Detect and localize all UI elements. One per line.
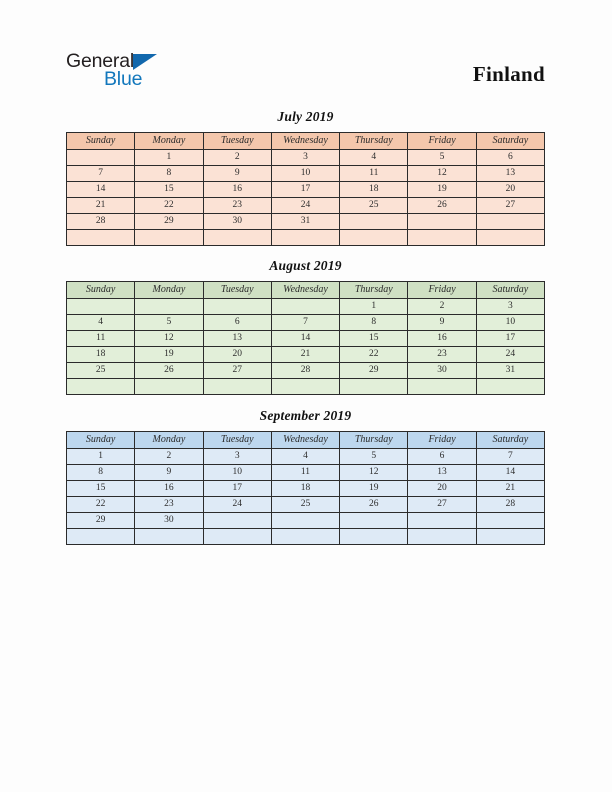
month-section-september [66,409,545,545]
day-cell[interactable]: 14 [476,464,544,480]
day-cell[interactable]: 28 [271,362,339,378]
day-cell[interactable]: 1 [135,149,203,165]
day-cell[interactable]: 22 [67,496,135,512]
day-cell[interactable]: 7 [67,165,135,181]
day-cell[interactable] [408,512,476,528]
day-cell[interactable] [203,512,271,528]
calendar-table-july [66,132,545,246]
weekday-header-thursday: Thursday [340,281,408,298]
weekday-header-tuesday: Tuesday [203,132,271,149]
weekday-header-friday: Friday [408,132,476,149]
weekday-header-row [67,132,545,149]
week-row [67,448,545,464]
day-cell[interactable]: 12 [408,165,476,181]
day-cell[interactable]: 16 [135,480,203,496]
day-cell[interactable] [203,528,271,544]
day-cell[interactable]: 25 [67,362,135,378]
day-cell[interactable]: 23 [135,496,203,512]
day-cell[interactable]: 8 [135,165,203,181]
weekday-header-saturday: Saturday [476,431,544,448]
day-cell[interactable]: 29 [67,512,135,528]
page-header [0,0,612,108]
day-cell[interactable]: 5 [135,314,203,330]
day-cell[interactable] [271,229,339,245]
day-cell[interactable] [476,229,544,245]
day-cell[interactable]: 15 [67,480,135,496]
day-cell[interactable]: 31 [271,213,339,229]
day-cell[interactable]: 2 [408,298,476,314]
week-row [67,464,545,480]
weekday-header-monday: Monday [135,132,203,149]
day-cell[interactable]: 23 [203,197,271,213]
day-cell[interactable] [67,378,135,394]
day-cell[interactable]: 30 [203,213,271,229]
weekday-header-sunday: Sunday [67,431,135,448]
day-cell[interactable] [340,528,408,544]
day-cell[interactable] [135,378,203,394]
week-row [67,229,545,245]
day-cell[interactable]: 9 [135,464,203,480]
weekday-header-thursday: Thursday [340,132,408,149]
day-cell[interactable]: 11 [67,330,135,346]
day-cell[interactable]: 16 [408,330,476,346]
day-cell[interactable]: 17 [203,480,271,496]
day-cell[interactable]: 7 [476,448,544,464]
month-title: July 2019 [277,109,334,124]
day-cell[interactable]: 10 [203,464,271,480]
weekday-header-wednesday: Wednesday [271,132,339,149]
day-cell[interactable]: 11 [271,464,339,480]
day-cell[interactable] [476,213,544,229]
day-cell[interactable]: 22 [340,346,408,362]
day-cell[interactable] [271,378,339,394]
day-cell[interactable]: 27 [203,362,271,378]
weekday-header-row [67,281,545,298]
week-row [67,362,545,378]
day-cell[interactable]: 3 [476,298,544,314]
day-cell[interactable]: 14 [271,330,339,346]
day-cell[interactable] [340,378,408,394]
day-cell[interactable]: 13 [408,464,476,480]
weekday-header-saturday: Saturday [476,132,544,149]
day-cell[interactable] [135,528,203,544]
day-cell[interactable]: 18 [67,346,135,362]
day-cell[interactable]: 27 [476,197,544,213]
day-cell[interactable]: 9 [203,165,271,181]
day-cell[interactable] [476,512,544,528]
month-title: September 2019 [259,408,352,423]
day-cell[interactable] [408,528,476,544]
day-cell[interactable]: 28 [67,213,135,229]
weekday-header-sunday: Sunday [67,281,135,298]
day-cell[interactable]: 25 [271,496,339,512]
day-cell[interactable] [271,528,339,544]
day-cell[interactable]: 8 [67,464,135,480]
week-row [67,149,545,165]
day-cell[interactable]: 19 [135,346,203,362]
day-cell[interactable]: 21 [476,480,544,496]
logo-text-blue: Blue [104,68,143,90]
day-cell[interactable]: 1 [340,298,408,314]
day-cell[interactable]: 20 [203,346,271,362]
week-row [67,330,545,346]
weekday-header-tuesday: Tuesday [203,431,271,448]
day-cell[interactable]: 5 [340,448,408,464]
day-cell[interactable]: 20 [408,480,476,496]
day-cell[interactable]: 6 [476,149,544,165]
day-cell[interactable] [408,229,476,245]
month-title: August 2019 [269,258,342,273]
day-cell[interactable]: 12 [340,464,408,480]
day-cell[interactable] [67,229,135,245]
day-cell[interactable]: 24 [476,346,544,362]
general-blue-logo [66,52,196,98]
day-cell[interactable]: 6 [408,448,476,464]
day-cell[interactable]: 31 [476,362,544,378]
day-cell[interactable] [135,229,203,245]
day-cell[interactable]: 9 [408,314,476,330]
day-cell[interactable] [67,528,135,544]
day-cell[interactable]: 3 [271,149,339,165]
day-cell[interactable]: 10 [271,165,339,181]
day-cell[interactable] [67,298,135,314]
week-row [67,314,545,330]
day-cell[interactable]: 19 [340,480,408,496]
day-cell[interactable]: 26 [340,496,408,512]
week-row [67,378,545,394]
weekday-header-tuesday: Tuesday [203,281,271,298]
day-cell[interactable]: 26 [408,197,476,213]
day-cell[interactable] [340,512,408,528]
weekday-header-wednesday: Wednesday [271,431,339,448]
day-cell[interactable]: 4 [340,149,408,165]
day-cell[interactable]: 17 [476,330,544,346]
calendar-table-september [66,431,545,545]
day-cell[interactable]: 16 [203,181,271,197]
month-section-july [66,110,545,246]
week-row [67,181,545,197]
day-cell[interactable]: 10 [476,314,544,330]
day-cell[interactable] [203,298,271,314]
weekday-header-saturday: Saturday [476,281,544,298]
weekday-header-monday: Monday [135,431,203,448]
day-cell[interactable] [476,528,544,544]
day-cell[interactable] [408,213,476,229]
day-cell[interactable]: 30 [135,512,203,528]
day-cell[interactable]: 11 [340,165,408,181]
day-cell[interactable]: 6 [203,314,271,330]
week-row [67,496,545,512]
day-cell[interactable]: 8 [340,314,408,330]
calendar-table-august [66,281,545,395]
day-cell[interactable]: 20 [476,181,544,197]
day-cell[interactable]: 15 [135,181,203,197]
week-row [67,197,545,213]
week-row [67,346,545,362]
weekday-header-monday: Monday [135,281,203,298]
day-cell[interactable]: 1 [67,448,135,464]
day-cell[interactable]: 5 [408,149,476,165]
day-cell[interactable]: 4 [271,448,339,464]
day-cell[interactable]: 29 [340,362,408,378]
day-cell[interactable] [271,298,339,314]
day-cell[interactable] [408,378,476,394]
week-row [67,512,545,528]
day-cell[interactable]: 26 [135,362,203,378]
day-cell[interactable] [476,378,544,394]
logo-text-general: General [66,50,134,72]
day-cell[interactable]: 2 [203,149,271,165]
month-section-august [66,259,545,395]
day-cell[interactable]: 13 [203,330,271,346]
day-cell[interactable]: 19 [408,181,476,197]
day-cell[interactable]: 24 [203,496,271,512]
day-cell[interactable]: 3 [203,448,271,464]
day-cell[interactable]: 13 [476,165,544,181]
day-cell[interactable]: 17 [271,181,339,197]
day-cell[interactable]: 18 [271,480,339,496]
day-cell[interactable]: 30 [408,362,476,378]
day-cell[interactable] [135,298,203,314]
day-cell[interactable]: 14 [67,181,135,197]
day-cell[interactable]: 23 [408,346,476,362]
day-cell[interactable]: 27 [408,496,476,512]
weekday-header-friday: Friday [408,431,476,448]
day-cell[interactable] [340,229,408,245]
day-cell[interactable]: 12 [135,330,203,346]
weekday-header-friday: Friday [408,281,476,298]
day-cell[interactable]: 25 [340,197,408,213]
day-cell[interactable]: 21 [271,346,339,362]
day-cell[interactable] [271,512,339,528]
day-cell[interactable]: 22 [135,197,203,213]
day-cell[interactable] [340,213,408,229]
week-row [67,298,545,314]
day-cell[interactable]: 4 [67,314,135,330]
weekday-header-thursday: Thursday [340,431,408,448]
day-cell[interactable]: 28 [476,496,544,512]
day-cell[interactable] [203,229,271,245]
day-cell[interactable] [67,149,135,165]
day-cell[interactable] [203,378,271,394]
page-title: Finland [472,62,545,86]
weekday-header-sunday: Sunday [67,132,135,149]
day-cell[interactable]: 18 [340,181,408,197]
weekday-header-wednesday: Wednesday [271,281,339,298]
week-row [67,528,545,544]
day-cell[interactable]: 24 [271,197,339,213]
weekday-header-row [67,431,545,448]
day-cell[interactable]: 29 [135,213,203,229]
day-cell[interactable]: 7 [271,314,339,330]
day-cell[interactable]: 15 [340,330,408,346]
week-row [67,480,545,496]
day-cell[interactable]: 2 [135,448,203,464]
week-row [67,165,545,181]
week-row [67,213,545,229]
day-cell[interactable]: 21 [67,197,135,213]
